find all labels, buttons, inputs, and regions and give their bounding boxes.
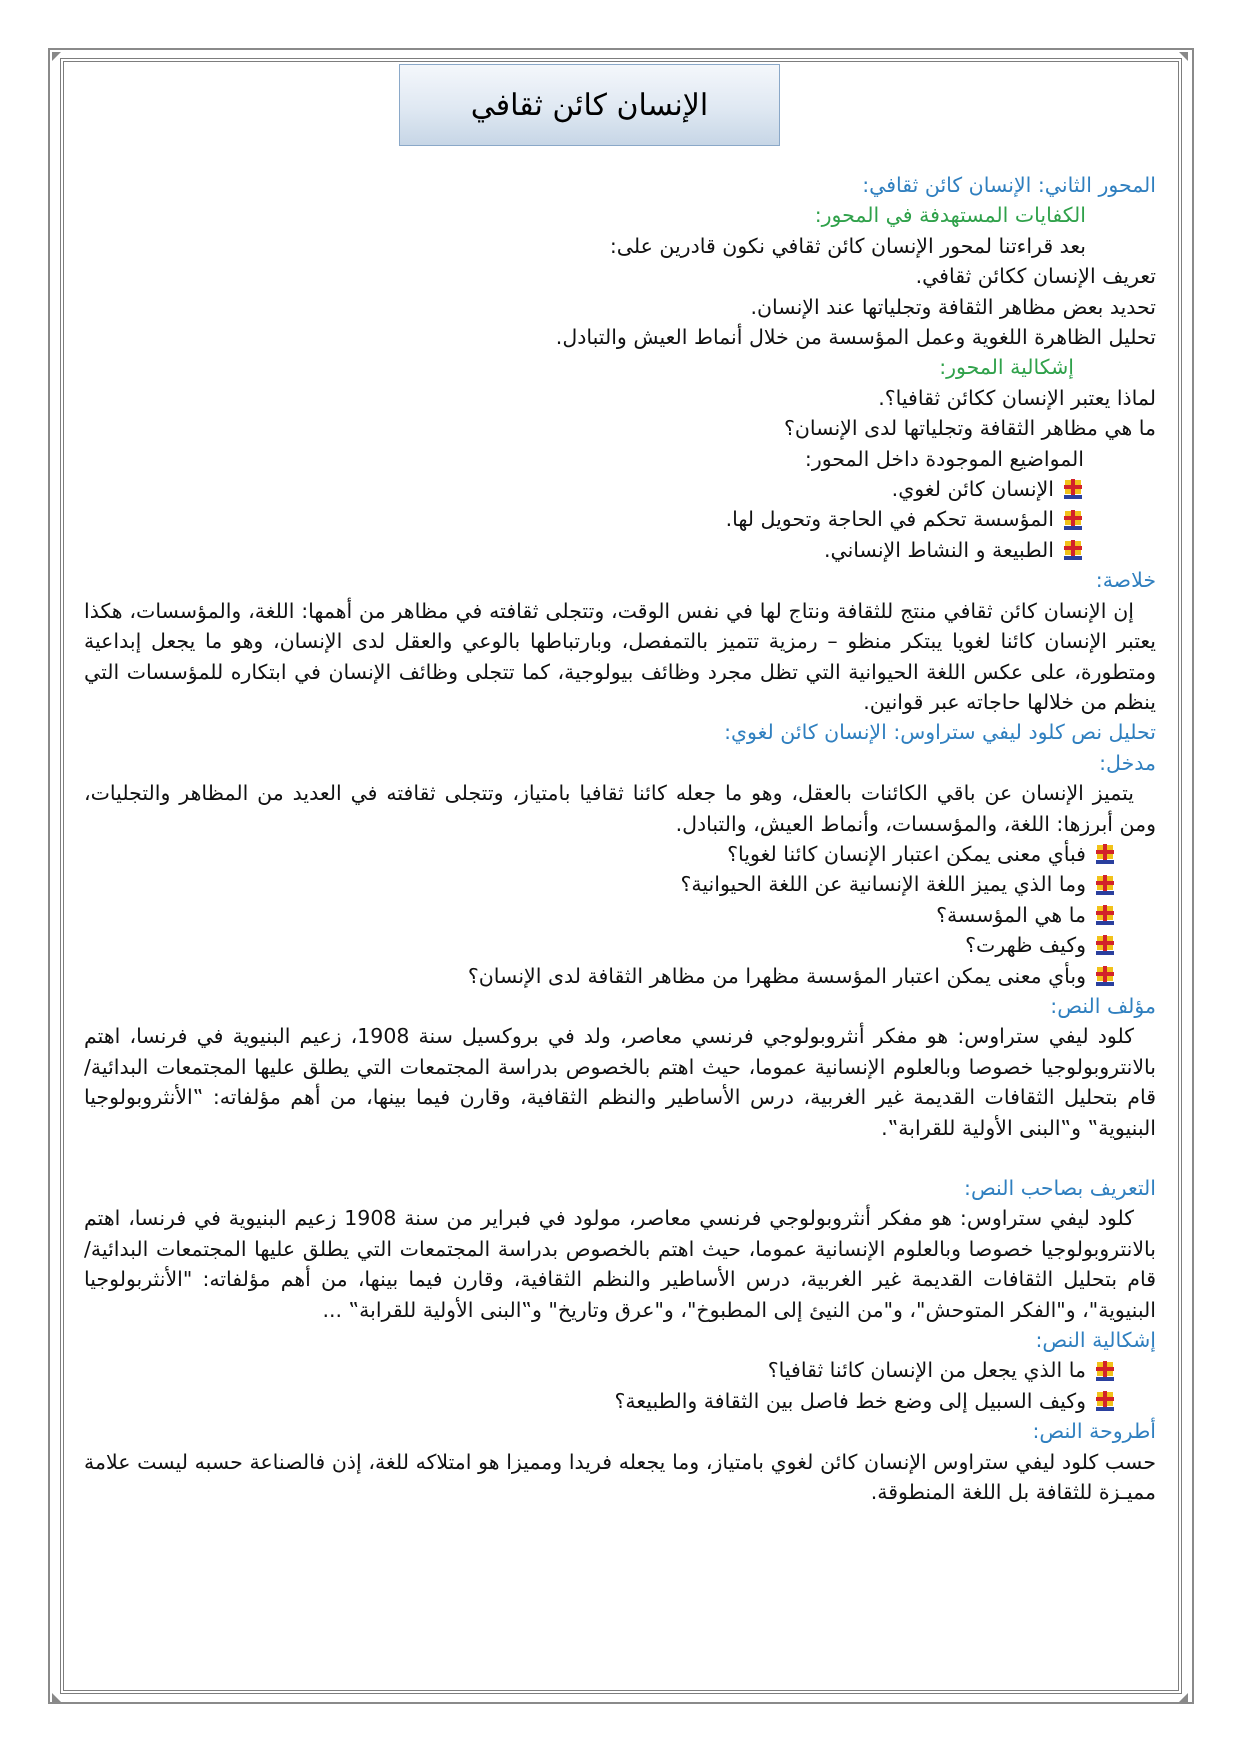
- author-heading: مؤلف النص:: [1050, 993, 1156, 1018]
- bullet-icon: [1062, 539, 1084, 561]
- competencies-intro: بعد قراءتنا لمحور الإنسان كائن ثقافي نكون قادرين على:: [609, 233, 1086, 258]
- list-item: وبأي معنى يمكن اعتبار المؤسسة مظهرا من مظاهر الثقافة لدى الإنسان؟: [84, 961, 1116, 991]
- corner-ornament: [1179, 52, 1188, 61]
- list-item: ما هي المؤسسة؟: [84, 900, 1116, 930]
- bullet-icon: [1094, 1360, 1116, 1382]
- intro-text: يتميز الإنسان عن باقي الكائنات بالعقل، وهو ما جعله كائنا ثقافيا بامتياز، وتتجلى ثقافته في العديد من المظاهر والتجليات، ومن أبرزها: اللغة، والمؤسسات، وأنماط العيش، والتبادل.: [84, 781, 1156, 836]
- bullet-icon: [1062, 478, 1084, 500]
- author-text: كلود ليفي ستراوس: هو مفكر أنثروبولوجي فرنسي معاصر، ولد في بروكسيل سنة 1908، زعيم البنيوية في فرنسا، اهتم بالانتروبولوجيا خصوصا وبالعلوم الإنسانية عموما، حيث اهتم بالخصوص بدراسة المجتمعات التي يطلق عليها المجتمعات البدائية/ قام بتحليل الثقافات القديمة غير الغربية، درس الأساطير والنظم الثقافية، وقارن فيما بينها، من أهم مؤلفاته: ‟الأنثروبولوجيا البنيوية‟ و‟البنى الأولية للقرابة‟.: [84, 1024, 1156, 1140]
- thesis-heading: أطروحة النص:: [1032, 1419, 1156, 1444]
- topics-list: [84, 474, 1156, 565]
- bullet-icon: [1094, 965, 1116, 987]
- bullet-icon: [1094, 934, 1116, 956]
- problematic-heading: إشكالية المحور:: [939, 355, 1074, 380]
- page-title: الإنسان كائن ثقافي: [470, 87, 709, 123]
- thesis-text: حسب كلود ليفي ستراوس الإنسان كائن لغوي بامتياز، وما يجعله فريدا ومميزا هو امتلاكه للغة، إذن فالصناعة حسبه ليست علامة مميـزة للثقافة بل اللغة المنطوقة.: [84, 1449, 1156, 1505]
- corner-ornament: [52, 1693, 61, 1702]
- author-definition-heading: التعريف بصاحب النص:: [964, 1176, 1156, 1200]
- corner-ornament: [1179, 1693, 1188, 1702]
- list-item: الطبيعة و النشاط الإنساني.: [84, 535, 1084, 565]
- list-item: وما الذي يميز اللغة الإنسانية عن اللغة الحيوانية؟: [84, 869, 1116, 899]
- competencies-heading: الكفايات المستهدفة في المحور:: [814, 203, 1086, 228]
- list-item: الإنسان كائن لغوي.: [84, 474, 1084, 504]
- text-problem-list: [84, 1355, 1156, 1416]
- corner-ornament: [52, 52, 61, 61]
- bullet-icon: [1094, 904, 1116, 926]
- intro-heading: مدخل:: [1099, 750, 1156, 775]
- topics-heading: المواضيع الموجودة داخل المحور:: [804, 446, 1084, 471]
- spacer: [84, 1143, 1156, 1173]
- bullet-icon: [1094, 843, 1116, 865]
- axis-heading: المحور الثاني: الإنسان كائن ثقافي:: [862, 173, 1156, 197]
- intro-questions-list: [84, 839, 1156, 991]
- problematic-question: ما هي مظاهر الثقافة وتجلياتها لدى الإنسان؟: [784, 416, 1156, 441]
- text-analysis-heading: تحليل نص كلود ليفي ستراوس: الإنسان كائن لغوي:: [724, 720, 1156, 745]
- list-item: ما الذي يجعل من الإنسان كائنا ثقافيا؟: [84, 1355, 1116, 1385]
- summary-heading: خلاصة:: [1095, 568, 1156, 593]
- text-problem-heading: إشكالية النص:: [1035, 1328, 1156, 1353]
- author-definition-text: كلود ليفي ستراوس: هو مفكر أنثروبولوجي فرنسي معاصر، مولود في فبراير من سنة 1908 زعيم البنيوية في فرنسا، اهتم بالانتروبولوجيا خصوصا وبالعلوم الإنسانية عموما، حيث اهتم بالخصوص بدراسة المجتمعات التي يطلق عليها المجتمعات البدائية/ قام بتحليل الثقافات القديمة غير الغربية، درس الأساطير والنظم الثقافية، وقارن فيما بينها، من أهم مؤلفاته: "الأنثربولوجيا البنيوية"، و"الفكر المتوحش"، و"من النيئ إلى المطبوخ"، و"عرق وتاريخ" و‟البنى الأولية للقرابة‟ ...: [84, 1206, 1156, 1322]
- summary-text: إن الإنسان كائن ثقافي منتج للثقافة ونتاج لها في نفس الوقت، وتتجلى ثقافته في مظاهر من أهمها: اللغة، والمؤسسات، هكذا يعتبر الإنسان كائنا لغويا يبتكر منظو – رمزية تتميز بالتمفصل، وبارتباطها بالوعي والعقل لدى الإنسان، وهو ما يجعل إبداعية ومتطورة، على عكس اللغة الحيوانية التي تظل مجرد وظائف بيولوجية، كما تتجلى وظائف الإنسان في ابتكاره للمؤسسات التي ينظم من خلالها حاجاته عبر قوانين.: [84, 598, 1156, 714]
- list-item: وكيف السبيل إلى وضع خط فاصل بين الثقافة والطبيعة؟: [84, 1386, 1116, 1416]
- list-item: المؤسسة تحكم في الحاجة وتحويل لها.: [84, 504, 1084, 534]
- competency-item: تعريف الإنسان ككائن ثقافي.: [915, 264, 1156, 289]
- competency-item: تحديد بعض مظاهر الثقافة وتجلياتها عند الإنسان.: [750, 294, 1156, 319]
- problematic-question: لماذا يعتبر الإنسان ككائن ثقافيا؟.: [878, 385, 1156, 410]
- list-item: فبأي معنى يمكن اعتبار الإنسان كائنا لغويا؟: [84, 839, 1116, 869]
- document-body: [84, 170, 1156, 1507]
- competency-item: تحليل الظاهرة اللغوية وعمل المؤسسة من خلال أنماط العيش والتبادل.: [555, 325, 1156, 350]
- bullet-icon: [1094, 1390, 1116, 1412]
- list-item: وكيف ظهرت؟: [84, 930, 1116, 960]
- title-box: [399, 64, 780, 146]
- bullet-icon: [1094, 874, 1116, 896]
- bullet-icon: [1062, 509, 1084, 531]
